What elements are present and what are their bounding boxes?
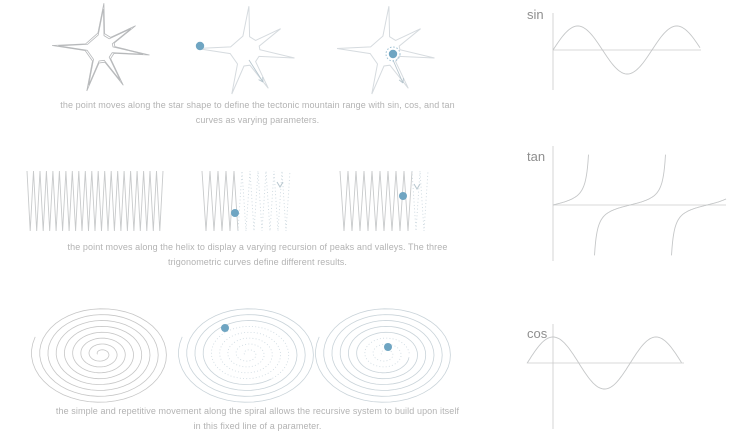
tan-graph-label: tan bbox=[527, 149, 546, 164]
star-figure-plain bbox=[40, 0, 175, 95]
sin-graph-label: sin bbox=[527, 7, 544, 22]
tan-graph bbox=[523, 143, 730, 265]
star-figure-point-center bbox=[325, 3, 460, 98]
star-figure-point-start bbox=[185, 3, 320, 98]
cos-graph-label: cos bbox=[527, 326, 548, 341]
spiral-row-caption: the simple and repetitive movement along the spiral allows the recursive system to build upon itself in this fixed line of a parameter. bbox=[55, 406, 460, 431]
cos-graph bbox=[518, 318, 730, 435]
helix-figure-traced-mid bbox=[200, 170, 295, 234]
star-row-caption: the point moves along the star shape to define the tectonic mountain range with sin, cos, and tan curves as varying parameters. bbox=[60, 100, 455, 125]
spiral-figure-point-outer bbox=[175, 302, 321, 406]
spiral-figure-point-inner bbox=[312, 302, 458, 406]
helix-figure-solid bbox=[25, 170, 165, 234]
helix-row-caption: the point moves along the helix to display a varying recursion of peaks and valleys. The three trigonometric curves define different results. bbox=[67, 242, 448, 267]
spiral-figure-plain bbox=[28, 302, 174, 406]
sin-graph bbox=[523, 3, 730, 108]
helix-figure-traced-end bbox=[338, 170, 433, 234]
